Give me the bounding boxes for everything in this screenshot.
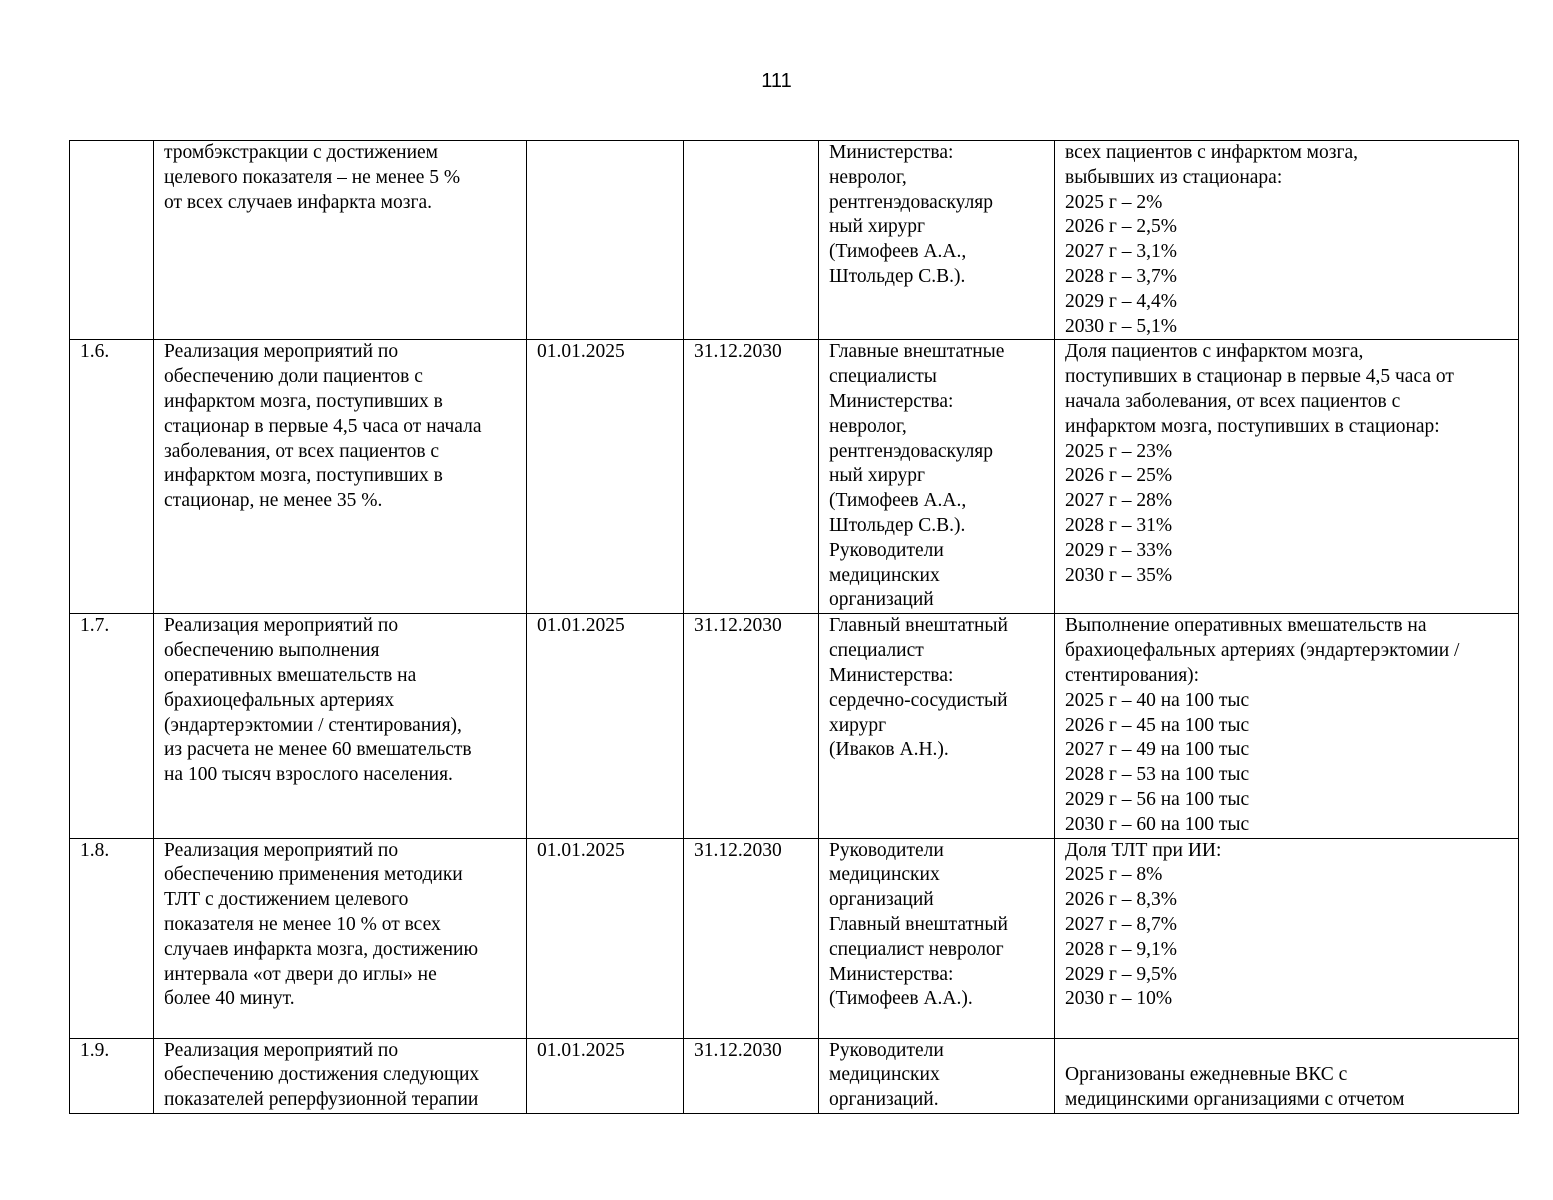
cell-line: обеспечению применения методики bbox=[164, 864, 463, 886]
cell-line: случаев инфаркта мозга, достижению bbox=[164, 938, 479, 960]
cell-line: 2026 г – 25% bbox=[1065, 465, 1173, 487]
cell-line: начала заболевания, от всех пациентов с bbox=[1065, 390, 1401, 412]
table-row bbox=[70, 340, 1519, 614]
cell-line: 2026 г – 8,3% bbox=[1065, 889, 1177, 911]
event-cell bbox=[154, 614, 527, 838]
responsible-cell bbox=[819, 340, 1055, 614]
responsible-cell bbox=[819, 141, 1055, 340]
cell-line: на 100 тысяч взрослого населения. bbox=[164, 764, 453, 786]
cell-line: тромбэкстракции с достижением bbox=[164, 142, 439, 163]
cell-line: из расчета не менее 60 вмешательств bbox=[164, 739, 472, 761]
cell-line: стентирования): bbox=[1065, 664, 1200, 686]
start-date-cell: 01.01.2025 bbox=[527, 614, 684, 838]
end-date-cell: 31.12.2030 bbox=[684, 1038, 819, 1113]
end-date-cell bbox=[684, 141, 819, 340]
cell-line: Министерства: bbox=[829, 390, 954, 412]
cell-line: медицинскими организациями с отчетом bbox=[1065, 1089, 1405, 1111]
cell-line: заболевания, от всех пациентов с bbox=[164, 440, 440, 462]
cell-line: (Тимофеев А.А.). bbox=[829, 988, 973, 1010]
row-number-cell bbox=[70, 141, 154, 340]
cell-line: показателя не менее 10 % от всех bbox=[164, 913, 441, 935]
cell-line: 2029 г – 4,4% bbox=[1065, 290, 1177, 312]
cell-line: Доля пациентов с инфарктом мозга, bbox=[1065, 341, 1364, 363]
cell-line: целевого показателя – не менее 5 % bbox=[164, 166, 461, 188]
table-body bbox=[70, 141, 1519, 1114]
cell-line bbox=[1065, 1039, 1508, 1064]
result-cell bbox=[1055, 141, 1519, 340]
responsible-cell bbox=[819, 1038, 1055, 1113]
cell-line: стационар, не менее 35 %. bbox=[164, 490, 383, 512]
end-date-cell: 31.12.2030 bbox=[684, 340, 819, 614]
responsible-cell bbox=[819, 838, 1055, 1038]
cell-line: Организованы ежедневные ВКС с bbox=[1065, 1064, 1348, 1086]
result-cell bbox=[1055, 614, 1519, 838]
cell-line: 2026 г – 45 на 100 тыс bbox=[1065, 714, 1250, 736]
responsible-cell bbox=[819, 614, 1055, 838]
cell-line: (Тимофеев А.А., bbox=[829, 490, 967, 512]
cell-line: организаций. bbox=[829, 1089, 939, 1111]
row-number-cell: 1.6. bbox=[70, 340, 154, 614]
cell-line: медицинских bbox=[829, 1064, 940, 1086]
cell-line: рентгенэдоваскуляр bbox=[829, 191, 994, 213]
cell-line: 2030 г – 10% bbox=[1065, 988, 1173, 1010]
table-row bbox=[70, 614, 1519, 838]
start-date-cell: 01.01.2025 bbox=[527, 340, 684, 614]
cell-line: Министерства: bbox=[829, 664, 954, 686]
action-plan-table bbox=[69, 140, 1519, 1114]
cell-line: Руководители bbox=[829, 1039, 944, 1061]
cell-line: Главный внештатный bbox=[829, 615, 1008, 637]
cell-line: 2028 г – 9,1% bbox=[1065, 938, 1177, 960]
event-cell bbox=[154, 1038, 527, 1113]
cell-line: 2029 г – 9,5% bbox=[1065, 963, 1177, 985]
cell-line: 2027 г – 8,7% bbox=[1065, 913, 1177, 935]
cell-line: 2028 г – 53 на 100 тыс bbox=[1065, 764, 1250, 786]
cell-line: поступивших в стационар в первые 4,5 часа от bbox=[1065, 366, 1454, 388]
cell-line: обеспечению доли пациентов с bbox=[164, 366, 423, 388]
cell-line: (эндартерэктомии / стентирования), bbox=[164, 714, 462, 736]
result-cell bbox=[1055, 838, 1519, 1038]
cell-line: выбывших из стационара: bbox=[1065, 166, 1283, 188]
cell-line: 2030 г – 5,1% bbox=[1065, 315, 1177, 337]
cell-line: 2030 г – 35% bbox=[1065, 564, 1173, 586]
cell-line: Штольдер С.В.). bbox=[829, 514, 966, 536]
cell-line: медицинских bbox=[829, 564, 940, 586]
cell-line: Министерства: bbox=[829, 142, 954, 163]
cell-line: Главный внештатный bbox=[829, 913, 1008, 935]
cell-line: невролог, bbox=[829, 166, 907, 188]
start-date-cell bbox=[527, 141, 684, 340]
cell-line: ТЛТ с достижением целевого bbox=[164, 889, 409, 911]
cell-line: 2025 г – 8% bbox=[1065, 864, 1163, 886]
event-cell bbox=[154, 838, 527, 1038]
cell-line: 2029 г – 56 на 100 тыс bbox=[1065, 788, 1250, 810]
cell-line: 2025 г – 2% bbox=[1065, 191, 1163, 213]
cell-line: 2028 г – 3,7% bbox=[1065, 265, 1177, 287]
result-cell bbox=[1055, 1038, 1519, 1113]
cell-line: инфарктом мозга, поступивших в bbox=[164, 465, 443, 487]
cell-line: Штольдер С.В.). bbox=[829, 265, 966, 287]
cell-line: (Тимофеев А.А., bbox=[829, 241, 967, 263]
cell-line: Руководители bbox=[829, 539, 944, 561]
cell-line: 2028 г – 31% bbox=[1065, 514, 1173, 536]
cell-line: инфарктом мозга, поступивших в bbox=[164, 390, 443, 412]
cell-line: Главные внештатные bbox=[829, 341, 1005, 363]
cell-line: показателей реперфузионной терапии bbox=[164, 1089, 479, 1111]
table-row bbox=[70, 141, 1519, 340]
cell-line: Руководители bbox=[829, 839, 944, 861]
start-date-cell: 01.01.2025 bbox=[527, 1038, 684, 1113]
cell-line: брахиоцефальных артериях bbox=[164, 689, 395, 711]
cell-line: Реализация мероприятий по bbox=[164, 839, 399, 861]
cell-line: стационар в первые 4,5 часа от начала bbox=[164, 415, 482, 437]
row-number-cell: 1.9. bbox=[70, 1038, 154, 1113]
cell-line: 2025 г – 40 на 100 тыс bbox=[1065, 689, 1250, 711]
start-date-cell: 01.01.2025 bbox=[527, 838, 684, 1038]
cell-line: специалист невролог bbox=[829, 938, 1004, 960]
cell-line: 2026 г – 2,5% bbox=[1065, 216, 1177, 238]
row-number-cell: 1.7. bbox=[70, 614, 154, 838]
row-number-cell: 1.8. bbox=[70, 838, 154, 1038]
cell-line: 2027 г – 28% bbox=[1065, 490, 1173, 512]
page-number: 111 bbox=[761, 70, 792, 92]
cell-line: от всех случаев инфаркта мозга. bbox=[164, 191, 432, 213]
table-row bbox=[70, 838, 1519, 1038]
cell-line: сердечно-сосудистый bbox=[829, 689, 1008, 711]
cell-line: оперативных вмешательств на bbox=[164, 664, 417, 686]
cell-line: Выполнение оперативных вмешательств на bbox=[1065, 615, 1427, 637]
cell-line: Реализация мероприятий по bbox=[164, 341, 399, 363]
cell-line: инфарктом мозга, поступивших в стационар: bbox=[1065, 415, 1440, 437]
cell-line: интервала «от двери до иглы» не bbox=[164, 963, 437, 985]
cell-line: медицинских bbox=[829, 864, 940, 886]
cell-line: Доля ТЛТ при ИИ: bbox=[1065, 839, 1222, 861]
cell-line: ный хирург bbox=[829, 216, 926, 238]
cell-line: брахиоцефальных артериях (эндартерэктомии / bbox=[1065, 640, 1460, 662]
end-date-cell: 31.12.2030 bbox=[684, 614, 819, 838]
cell-line: 2027 г – 49 на 100 тыс bbox=[1065, 739, 1250, 761]
cell-line: специалисты bbox=[829, 366, 937, 388]
end-date-cell: 31.12.2030 bbox=[684, 838, 819, 1038]
result-cell bbox=[1055, 340, 1519, 614]
cell-line: обеспечению выполнения bbox=[164, 640, 380, 662]
cell-line: всех пациентов с инфарктом мозга, bbox=[1065, 142, 1358, 163]
cell-line: обеспечению достижения следующих bbox=[164, 1064, 480, 1086]
cell-line: организаций bbox=[829, 889, 934, 911]
cell-line: организаций bbox=[829, 589, 934, 611]
cell-line: ный хирург bbox=[829, 465, 926, 487]
cell-line: хирург bbox=[829, 714, 887, 736]
cell-line: более 40 минут. bbox=[164, 988, 295, 1010]
cell-line: (Иваков А.Н.). bbox=[829, 739, 949, 761]
cell-line: невролог, bbox=[829, 415, 907, 437]
cell-line: 2030 г – 60 на 100 тыс bbox=[1065, 813, 1250, 835]
cell-line: Реализация мероприятий по bbox=[164, 615, 399, 637]
cell-line: рентгенэдоваскуляр bbox=[829, 440, 994, 462]
cell-line: Министерства: bbox=[829, 963, 954, 985]
cell-line: Реализация мероприятий по bbox=[164, 1039, 399, 1061]
event-cell bbox=[154, 141, 527, 340]
cell-line: 2025 г – 23% bbox=[1065, 440, 1173, 462]
cell-line: специалист bbox=[829, 640, 924, 662]
table-row bbox=[70, 1038, 1519, 1113]
cell-line: 2027 г – 3,1% bbox=[1065, 241, 1177, 263]
event-cell bbox=[154, 340, 527, 614]
cell-line: 2029 г – 33% bbox=[1065, 539, 1173, 561]
